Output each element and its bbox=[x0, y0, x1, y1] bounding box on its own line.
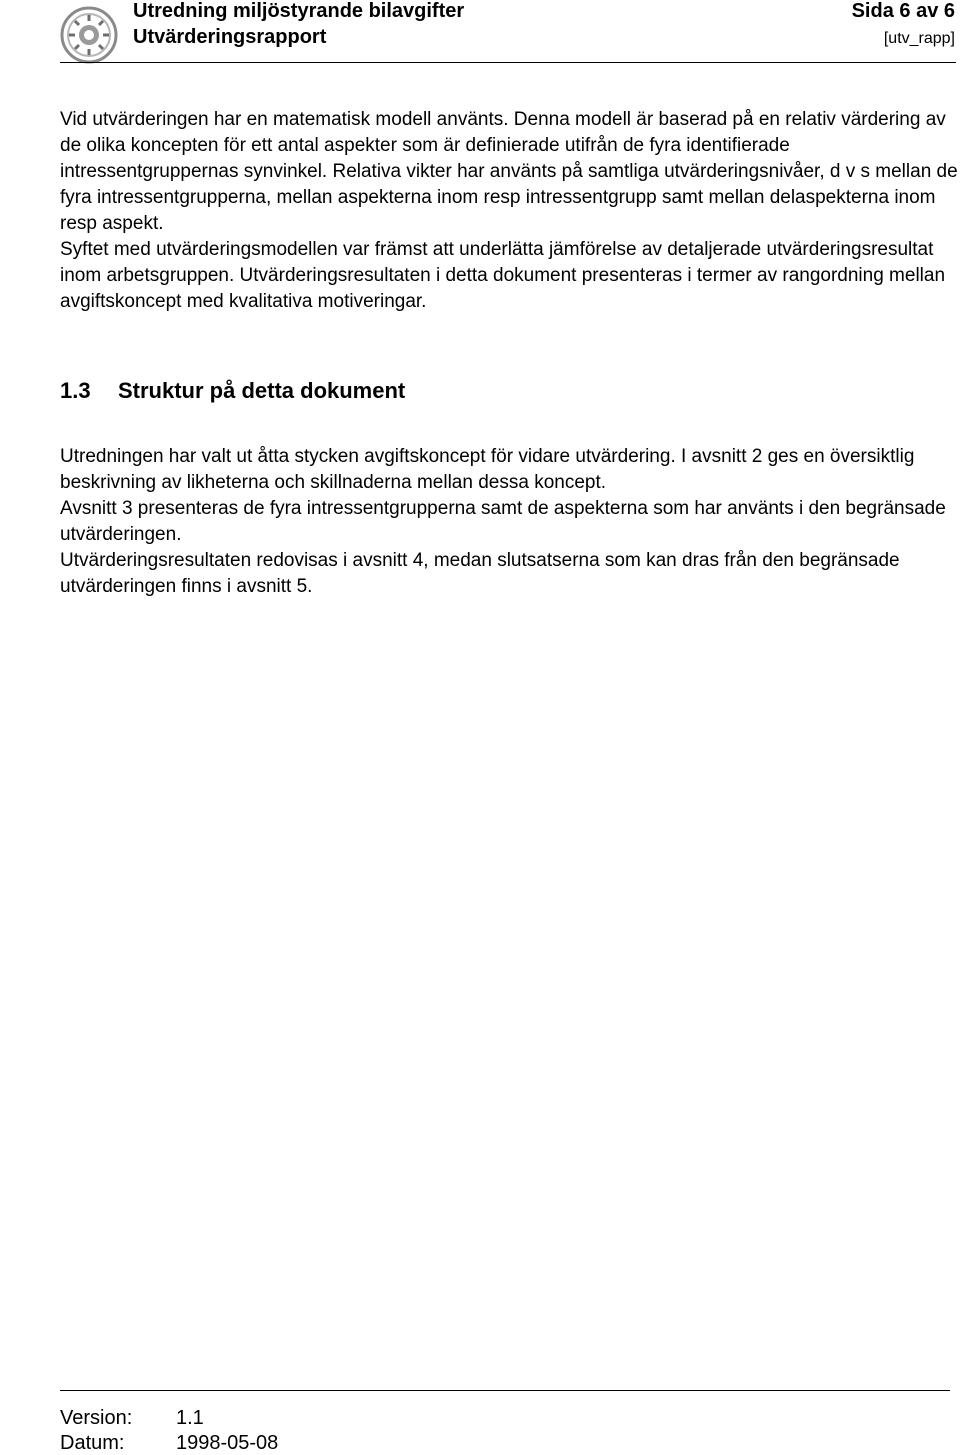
intro-paragraph: Vid utvärderingen har en matematisk modell använts. Denna modell är baserad på en relativ värdering av de olika koncepten för ett antal aspekter som är definierade utifrån de fyra identifierade intressentgruppernas synvinkel. Relativa vikter har använts på samtliga utvärderingsnivåer, d v s mellan de fyra intressentgrupperna, mellan aspekterna inom resp intressentgrupp samt mellan delaspekterna inom resp aspekt. bbox=[60, 109, 958, 234]
document-code: [utv_rapp] bbox=[883, 30, 955, 47]
section-title: Struktur på detta dokument bbox=[118, 378, 406, 403]
footer-version bbox=[60, 1406, 204, 1430]
organization-logo bbox=[60, 6, 118, 64]
section-paragraph: Utredningen har valt ut åtta stycken avgiftskoncept för vidare utvärdering. I avsnitt 2 ges en översiktlig beskrivning av likheterna och skillnaderna mellan dessa koncept. bbox=[60, 446, 915, 493]
section-paragraph: Utvärderingsresultaten redovisas i avsnitt 4, medan slutsatserna som kan dras från den begränsade utvärderingen finns i avsnitt 5. bbox=[60, 550, 900, 597]
section-heading bbox=[60, 377, 405, 405]
intro-paragraph: Syftet med utvärderingsmodellen var främst att underlätta jämförelse av detaljerade utvärderingsresultat inom arbetsgruppen. Utvärderingsresultaten i detta dokument presenteras i termer av rangordning mellan avgiftskoncept med kvalitativa motiveringar. bbox=[60, 239, 946, 312]
section-paragraph: Avsnitt 3 presenteras de fyra intressentgrupperna samt de aspekterna som har använts i den begränsade utvärderingen. bbox=[60, 498, 946, 545]
date-label: Datum: bbox=[60, 1432, 125, 1454]
footer-divider bbox=[60, 1390, 950, 1391]
version-value: 1.1 bbox=[176, 1407, 204, 1429]
version-label: Version: bbox=[60, 1407, 133, 1429]
intro-text bbox=[60, 107, 960, 315]
date-value: 1998-05-08 bbox=[176, 1432, 279, 1454]
footer-date bbox=[60, 1431, 278, 1455]
header-divider bbox=[60, 62, 956, 63]
document-subtitle: Utvärderingsrapport bbox=[133, 26, 327, 48]
section-number: 1.3 bbox=[60, 378, 91, 403]
document-title: Utredning miljöstyrande bilavgifter bbox=[133, 0, 465, 22]
page-number: Sida 6 av 6 bbox=[851, 0, 955, 22]
section-text bbox=[60, 444, 960, 600]
